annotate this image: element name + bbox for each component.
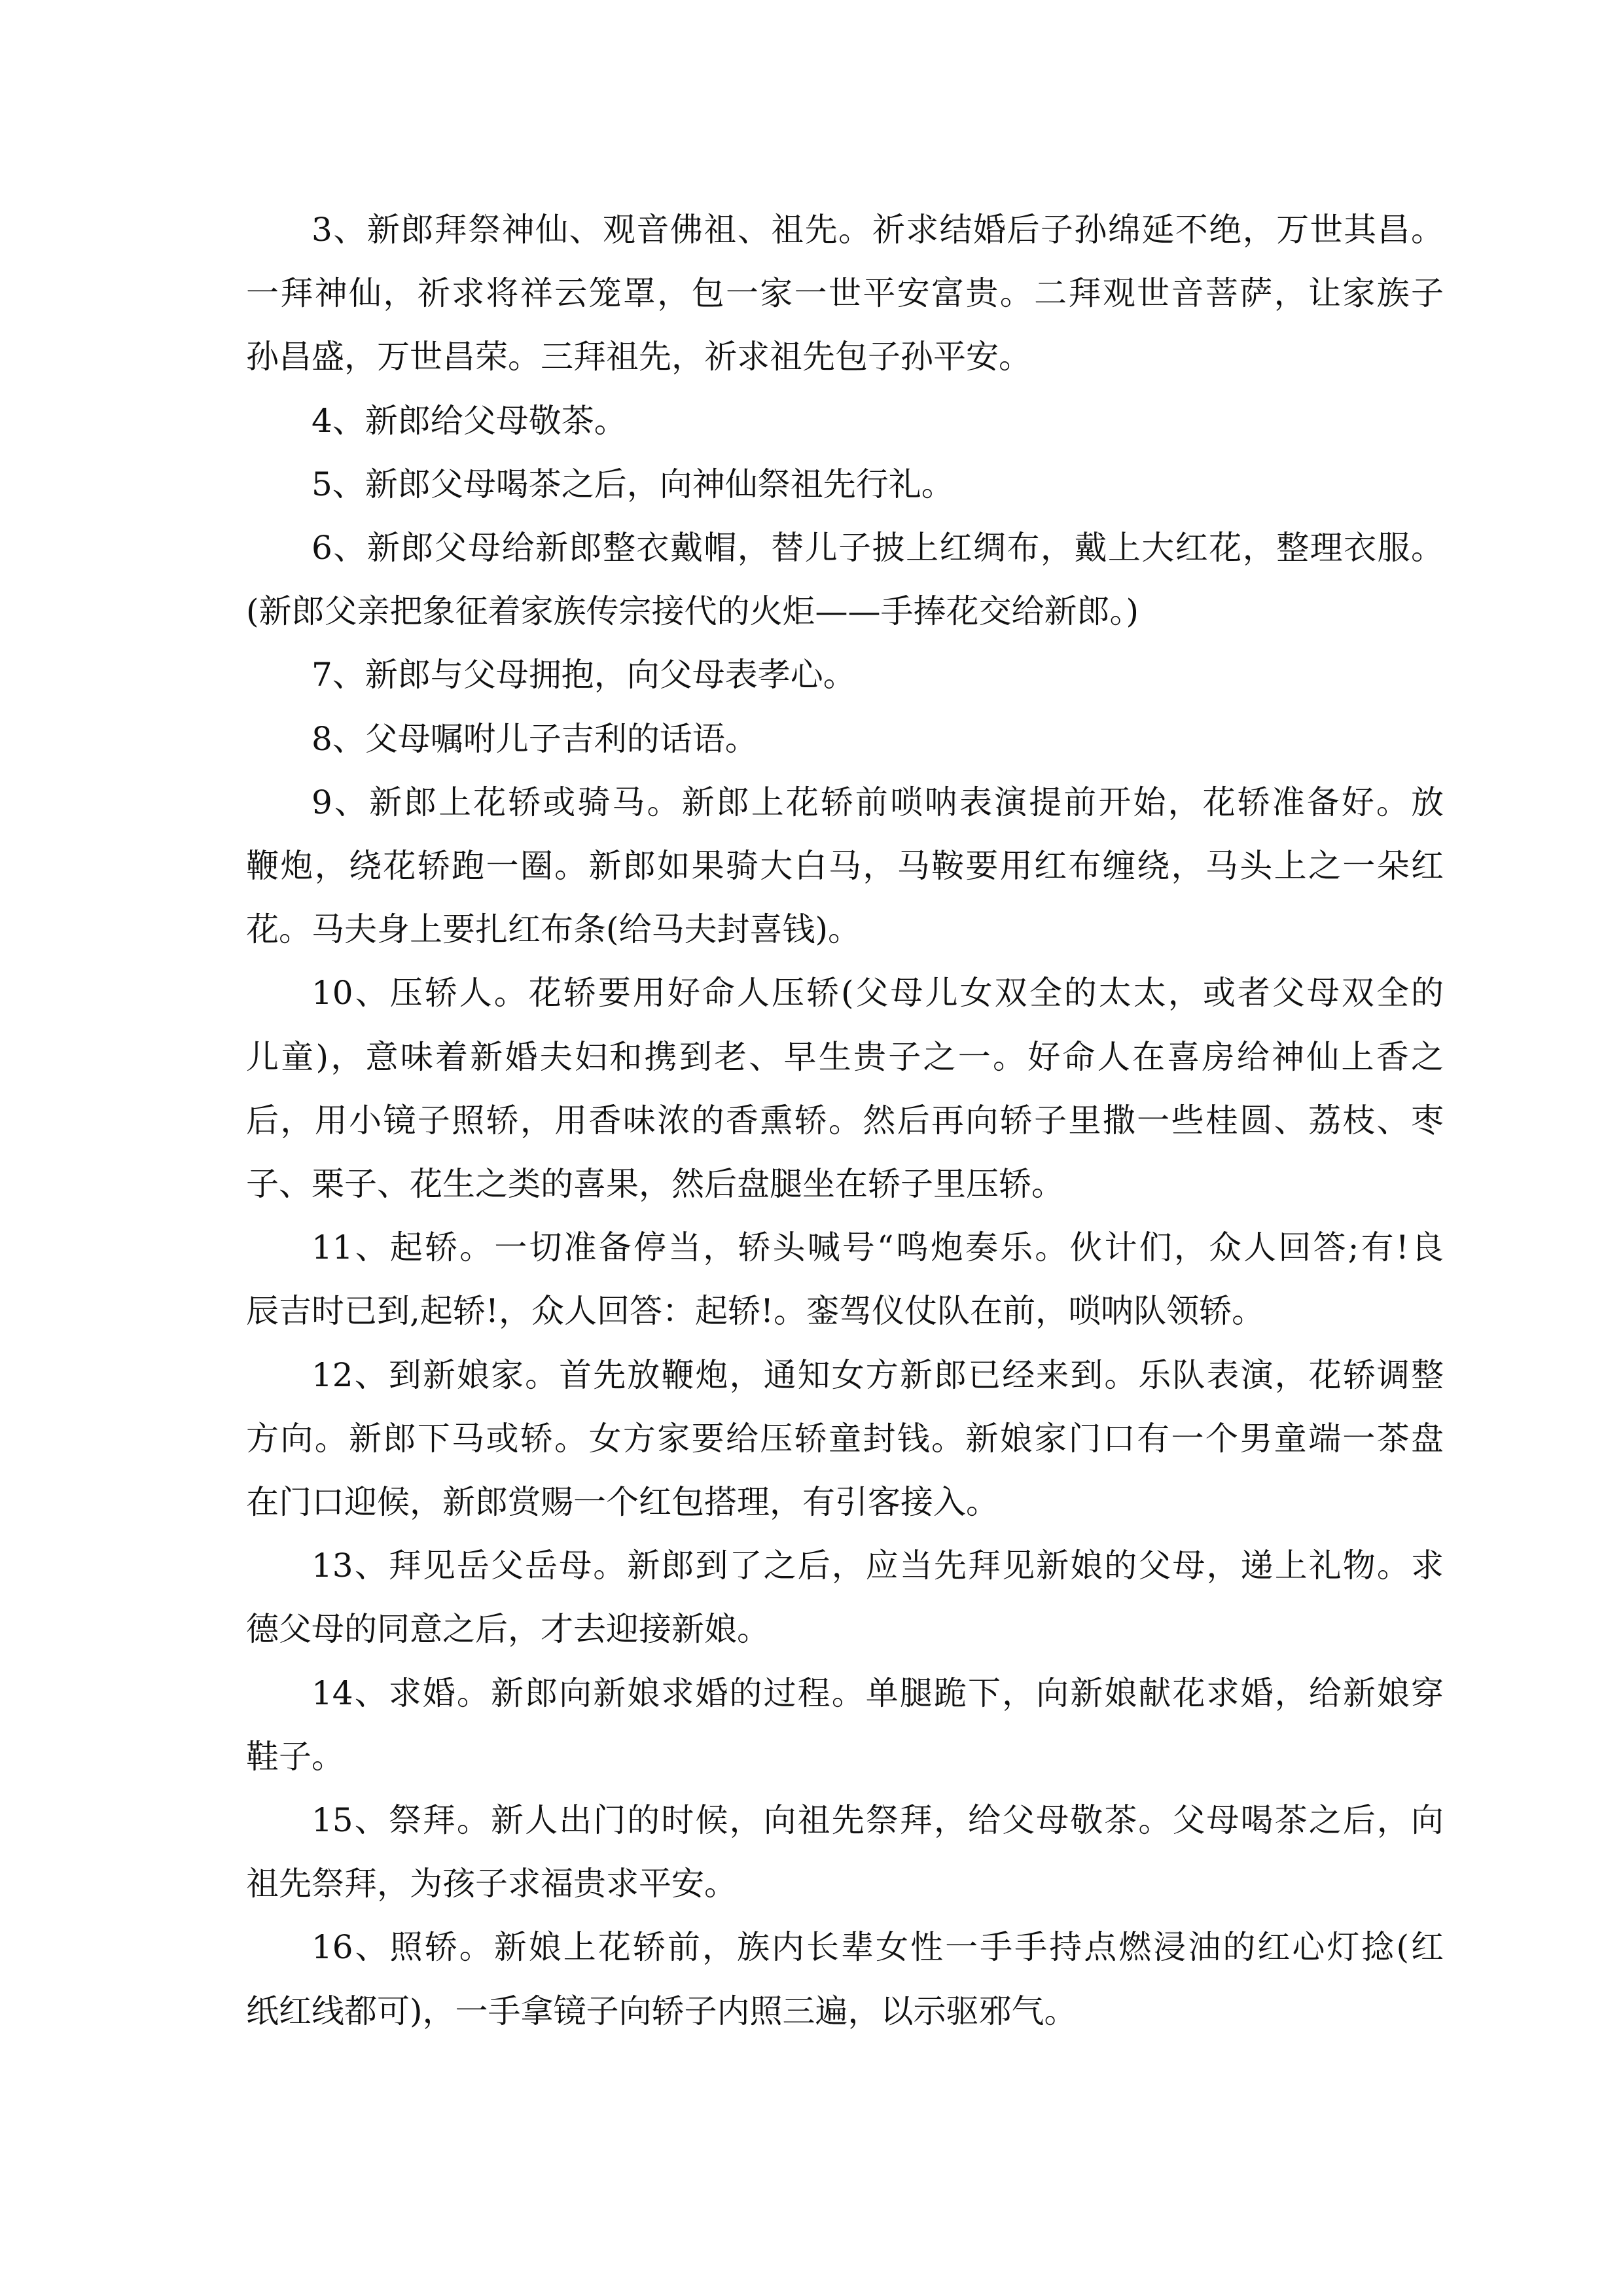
paragraph (246, 1534, 1444, 1661)
text-line: 13、拜见岳父岳母。新郎到了之后，应当先拜见新娘的父母，递上礼物。求 (312, 1547, 1444, 1585)
text-line: 14、求婚。新郎向新娘求婚的过程。单腿跪下，向新娘献花求婚，给新娘穿 (312, 1674, 1444, 1712)
text-line: 3、新郎拜祭神仙、观音佛祖、祖先。祈求结婚后子孙绵延不绝，万世其昌。 (312, 211, 1444, 249)
paragraph (246, 1789, 1444, 1916)
text-line: 鞭炮，绕花轿跑一圈。新郎如果骑大白马，马鞍要用红布缠绕，马头上之一朵红 (246, 847, 1444, 886)
document-page (246, 198, 1444, 2043)
text-line: 儿童)，意味着新婚夫妇和携到老、早生贵子之一。好命人在喜房给神仙上香之 (246, 1037, 1444, 1076)
paragraph (246, 961, 1444, 1216)
text-line: 在门口迎候，新郎赏赐一个红包搭理，有引客接入。 (246, 1483, 999, 1522)
text-line: 祖先祭拜，为孩子求福贵求平安。 (246, 1865, 737, 1903)
text-line: 5、新郎父母喝茶之后，向神仙祭祖先行礼。 (312, 465, 954, 503)
paragraph (246, 1916, 1444, 2043)
text-line: 方向。新郎下马或轿。女方家要给压轿童封钱。新娘家门口有一个男童端一茶盘 (246, 1419, 1444, 1458)
text-line: 辰吉时已到,起轿!，众人回答：起轿!。銮驾仪仗队在前，唢呐队领轿。 (246, 1292, 1265, 1331)
text-line: 15、祭拜。新人出门的时候，向祖先祭拜，给父母敬茶。父母喝茶之后，向 (312, 1801, 1444, 1840)
text-line: 6、新郎父母给新郎整衣戴帽，替儿子披上红绸布，戴上大红花，整理衣服。 (312, 529, 1444, 567)
paragraph (246, 198, 1444, 389)
text-line: (新郎父亲把象征着家族传宗接代的火炬——手捧花交给新郎。) (246, 592, 1139, 631)
text-line: 11、起轿。一切准备停当，轿头喊号“鸣炮奏乐。伙计们，众人回答;有!良 (312, 1229, 1444, 1267)
text-line: 16、照轿。新娘上花轿前，族内长辈女性一手手持点燃浸油的红心灯捻(红 (312, 1928, 1444, 1967)
text-line: 鞋子。 (246, 1737, 344, 1776)
paragraph (246, 1662, 1444, 1789)
paragraph (246, 1344, 1444, 1535)
paragraph (246, 643, 1444, 707)
paragraph (246, 516, 1444, 643)
text-line: 10、压轿人。花轿要用好命人压轿(父母儿女双全的太太，或者父母双全的 (312, 974, 1444, 1013)
text-line: 7、新郎与父母拥抱，向父母表孝心。 (312, 656, 856, 694)
paragraph (246, 708, 1444, 771)
paragraph (246, 771, 1444, 962)
text-line: 4、新郎给父母敬茶。 (312, 401, 627, 440)
text-line: 8、父母嘱咐儿子吉利的话语。 (312, 719, 758, 758)
text-line: 子、栗子、花生之类的喜果，然后盘腿坐在轿子里压轿。 (246, 1165, 1064, 1204)
text-line: 纸红线都可)，一手拿镜子向轿子内照三遍，以示驱邪气。 (246, 1992, 1077, 2030)
text-line: 后，用小镜子照轿，用香味浓的香熏轿。然后再向轿子里撒一些桂圆、荔枝、枣 (246, 1101, 1444, 1139)
paragraph (246, 453, 1444, 516)
text-line: 孙昌盛，万世昌荣。三拜祖先，祈求祖先包子孙平安。 (246, 338, 1031, 376)
text-line: 花。马夫身上要扎红布条(给马夫封喜钱)。 (246, 910, 861, 949)
paragraph (246, 389, 1444, 453)
paragraph (246, 1216, 1444, 1343)
text-line: 德父母的同意之后，才去迎接新娘。 (246, 1610, 770, 1649)
text-line: 一拜神仙，祈求将祥云笼罩，包一家一世平安富贵。二拜观世音菩萨，让家族子 (246, 274, 1444, 313)
text-line: 12、到新娘家。首先放鞭炮，通知女方新郎已经来到。乐队表演，花轿调整 (312, 1355, 1444, 1394)
text-line: 9、新郎上花轿或骑马。新郎上花轿前唢呐表演提前开始，花轿准备好。放 (312, 783, 1444, 821)
